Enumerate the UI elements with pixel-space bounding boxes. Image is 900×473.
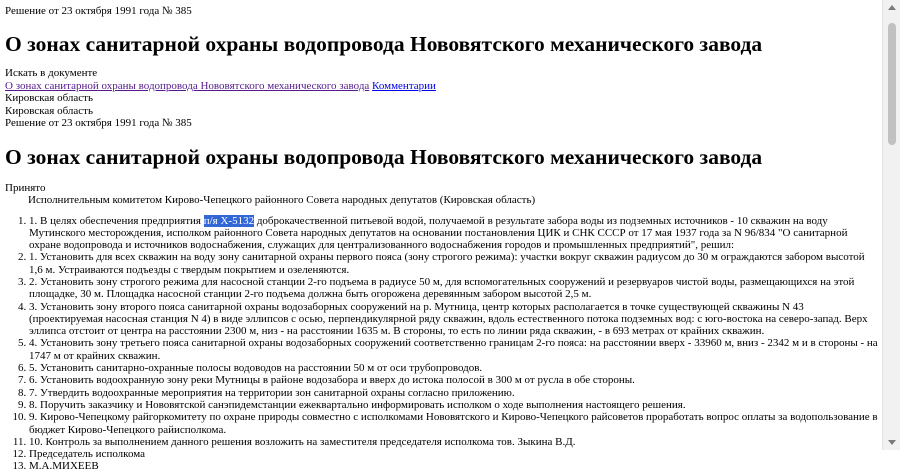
scroll-up-arrow-icon[interactable] [888, 5, 896, 10]
comments-link[interactable]: Комментарии [372, 79, 436, 92]
scrollbar-thumb[interactable] [888, 23, 896, 145]
scroll-down-arrow-icon[interactable] [888, 440, 896, 445]
decision-line: Решение от 23 октября 1991 года № 385 [5, 117, 192, 129]
decision-list [5, 215, 880, 473]
document-heading: О зонах санитарной охраны водопровода Нововятского механического завода [5, 144, 763, 169]
list-item: 10. 9. Кирово-Чепецкому райгоркомитету по охране природы совместно с исполкомами Нововятского и Кирово-Чепецкого райсоветов проработать вопрос оплаты за водопользование в бюджет Кирово-Чепецкого райисполкома. [29, 411, 880, 436]
breadcrumb [5, 80, 880, 93]
list-item: 13. М.А.МИХЕЕВ [29, 460, 880, 472]
region-line-1: Кировская область [5, 92, 94, 104]
list-item: 8. 7. Утвердить водоохранные мероприятия на территории зон санитарной охраны согласно приложению. [29, 387, 880, 399]
list-item: 4. 3. Установить зону второго пояса санитарной охраны водозаборных сооружений на р. Мутница, центр которых располагается в точке существующей скважины N 43 (проектируемая насосная станция N 4) в виде эллипсов с осью, перпендикулярной ряду скважин, вдоль естественного потока подземных вод: с юго-востока на северо-запад. Верх эллипса отстоит от центра на расстоянии 2300 м, низ - на расстоянии 1635 м. В стороны, то есть по линии ряда скважин, - в 693 метрах от крайних скважин. [29, 301, 880, 338]
search-label: Искать в документе [5, 67, 98, 79]
list-item: 7. 6. Установить водоохранную зону реки Мутницы в районе водозабора и вверх до истока полосой в 300 м от русла в обе стороны. [29, 374, 880, 386]
page-title: О зонах санитарной охраны водопровода Нововятского механического завода [5, 32, 763, 56]
list-item: 2. 1. Установить для всех скважин на воду зону санитарной охраны первого пояса (зону строгого режима): участки вокруг скважин радиусом до 30 м ограждаются забором высотой 1,6 м. Устраиваются подъезды с твердым покрытием и озеленяются. [29, 251, 880, 276]
vertical-scrollbar[interactable] [882, 0, 900, 450]
list-item-text: 1. В целях обеспечения предприятия [29, 214, 204, 227]
document-link[interactable]: О зонах санитарной охраны водопровода Нововятского механического завода [5, 79, 370, 92]
list-item: 6. 5. Установить санитарно-охранные полосы водоводов на расстоянии 50 м от оси трубопроводов. [29, 362, 880, 374]
highlighted-text[interactable]: п/я Х-5132 [203, 214, 255, 227]
list-item: 9. 8. Поручить заказчику и Нововятской санэпидемстанции ежеквартально информировать исполком о ходе выполнения настоящего решения. [29, 399, 880, 411]
list-item: 12. Председатель исполкома [29, 448, 880, 460]
list-item [29, 215, 880, 252]
document-page [5, 0, 880, 473]
list-item: 11. 10. Контроль за выполнением данного решения возложить на заместителя председателя исполкома тов. Зыкина В.Д. [29, 436, 880, 448]
accepted-label: Принято [5, 181, 46, 194]
list-item-text: доброкачественной питьевой водой, получаемой в результате забора воды из подземных источников - 10 скважин на воду Мутинского месторождения, исполком районного Совета народных депутатов на основании постановления ЦИК и СНК СССР от 17 мая 1937 года за N 96/834 "О санитарной охране водопровода и источников водоснабжения, служащих для централизованного водоснабжения городов и промышленных предприятий", решил: [29, 214, 848, 252]
list-item: 5. 4. Установить зону третьего пояса санитарной охраны водозаборных сооружений соответственно границам 2-го пояса: на расстоянии вверх - 33960 м, вниз - 2342 м и в стороны - на 1747 м от крайних скважин. [29, 337, 880, 362]
region-line-2: Кировская область [5, 104, 94, 117]
top-decision-line: Решение от 23 октября 1991 года № 385 [5, 5, 192, 17]
accepted-by: Исполнительным комитетом Кирово-Чепецкого районного Совета народных депутатов (Кировская область) [28, 194, 536, 206]
list-item: 3. 2. Установить зону строгого режима для насосной станции 2-го подъема в радиусе 50 м, для вспомогательных сооружений и резервуаров чистой воды, размещающихся на этой площадке, 30 м. Площадка насосной станции 2-го подъема должна быть огорожена деревянным забором высотой 2,5 м. [29, 276, 880, 301]
